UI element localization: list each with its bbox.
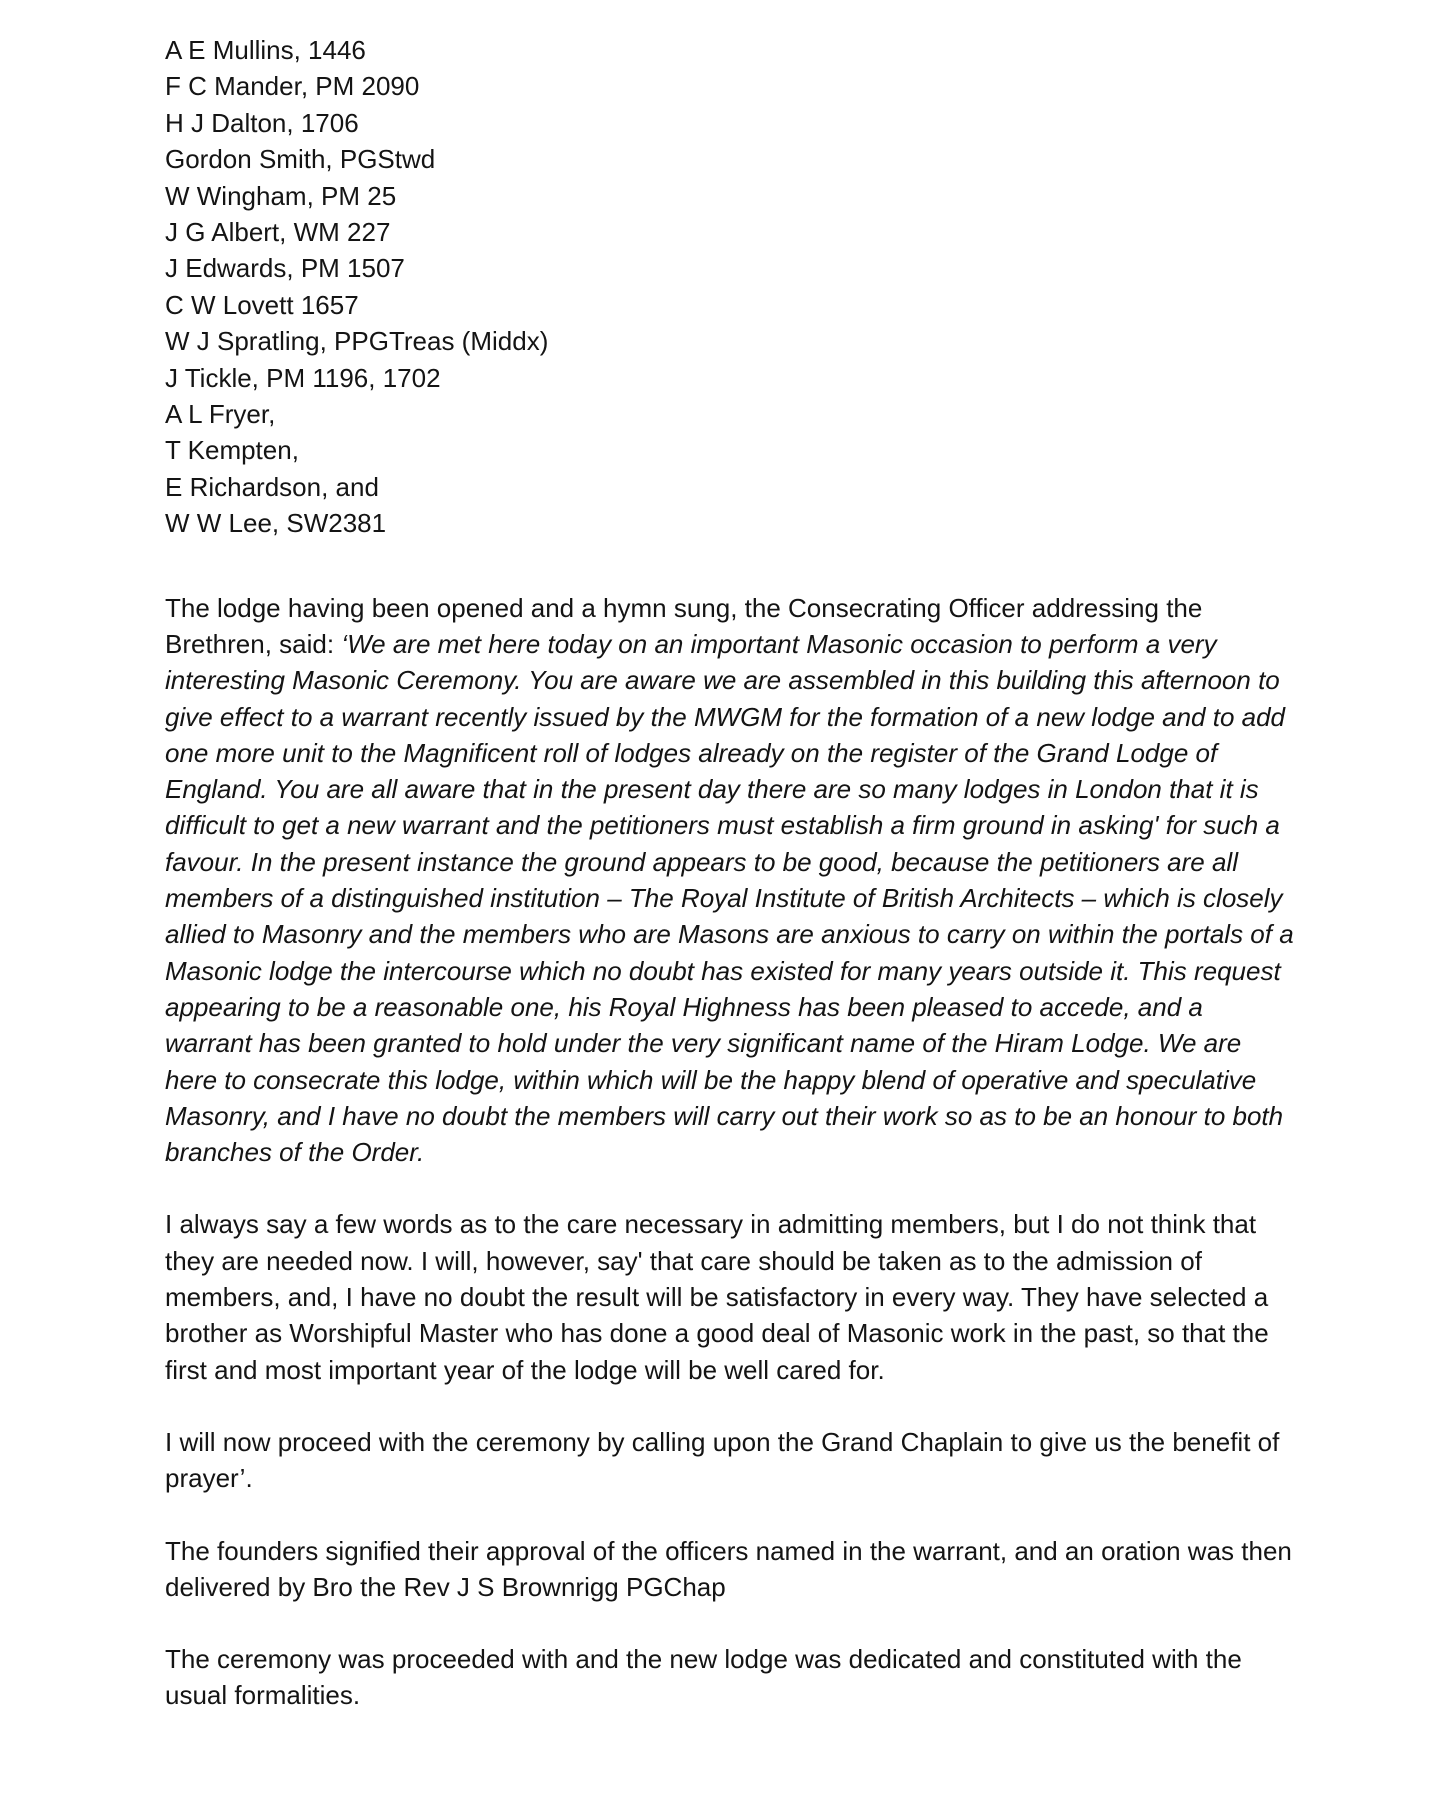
approval-paragraph: The founders signified their approval of the officers named in the warrant, and an oration was then delivered by Bro the Rev J S Brownrigg PGChap — [165, 1535, 1292, 1602]
founder-entry: C W Lovett 1657 — [165, 289, 359, 320]
document-body — [165, 32, 1295, 1714]
founder-entry: A E Mullins, 1446 — [165, 35, 366, 65]
founder-entry: Gordon Smith, PGStwd — [165, 144, 436, 175]
founder-entry: J Tickle, PM 1196, 1702 — [165, 362, 441, 393]
opening-paragraph — [165, 590, 1295, 1171]
founder-entry: J G Albert, WM 227 — [165, 217, 391, 248]
founder-entry: E Richardson, and — [165, 471, 379, 502]
founder-entry: H J Dalton, 1706 — [165, 107, 359, 138]
prayer-paragraph: I will now proceed with the ceremony by calling upon the Grand Chaplain to give us the benefit of prayer’. — [165, 1426, 1280, 1494]
founder-entry: W Wingham, PM 25 — [165, 180, 397, 211]
founder-entry: T Kempten, — [165, 435, 299, 466]
ceremony-paragraph: The ceremony was proceeded with and the new lodge was dedicated and constituted with the usual formalities. — [165, 1644, 1242, 1711]
care-paragraph: I always say a few words as to the care necessary in admitting members, but I do not think that they are needed now. I will, however, say' that care should be taken as to the admission of members, and, I have no doubt the result will be satisfactory in every way. They have selected a brother as Worshipful Master who has done a good deal of Masonic work in the past, so that the first and most important year of the lodge will be well cared for. — [165, 1209, 1269, 1385]
founder-entry: F C Mander, PM 2090 — [165, 71, 420, 102]
founder-entry: W W Lee, SW2381 — [165, 508, 387, 539]
founder-entry: W J Spratling, PPGTreas (Middx) — [165, 326, 549, 357]
founders-list — [165, 32, 1295, 542]
founder-entry: A L Fryer, — [165, 399, 276, 430]
founder-entry: J Edwards, PM 1507 — [165, 253, 405, 284]
opening-text: The lodge having been opened and a hymn sung, the Consecrating Officer addressing the Brethren, said: — [165, 592, 1203, 659]
consecrating-officer-address: ‘We are met here today on an important Masonic occasion to perform a very interesting Masonic Ceremony. You are aware we are assembled in this building this afternoon to give effect to a warrant recently issued by the MWGM for the formation of a new lodge and to add one more unit to the Magnificent roll of lodges already on the register of the Grand Lodge of England. You are all aware that in the present day there are so many lodges in London that it is difficult to get a new warrant and the petitioners must establish a firm ground in asking' for such a favour. In the present instance the ground appears to be good, because the petitioners are all members of a distinguished institution – The Royal Institute of British Architects – which is closely allied to Masonry and the members who are Masons are anxious to carry on within the portals of a Masonic lodge the intercourse which no doubt has existed for many years outside it. This request appearing to be a reasonable one, his Royal Highness has been pleased to accede, and a warrant has been granted to hold under the very significant name of the Hiram Lodge. We are here to consecrate this lodge, within which will be the happy blend of operative and speculative Masonry, and I have no doubt the members will carry out their work so as to be an honour to both branches of the Order. — [165, 628, 1294, 1168]
